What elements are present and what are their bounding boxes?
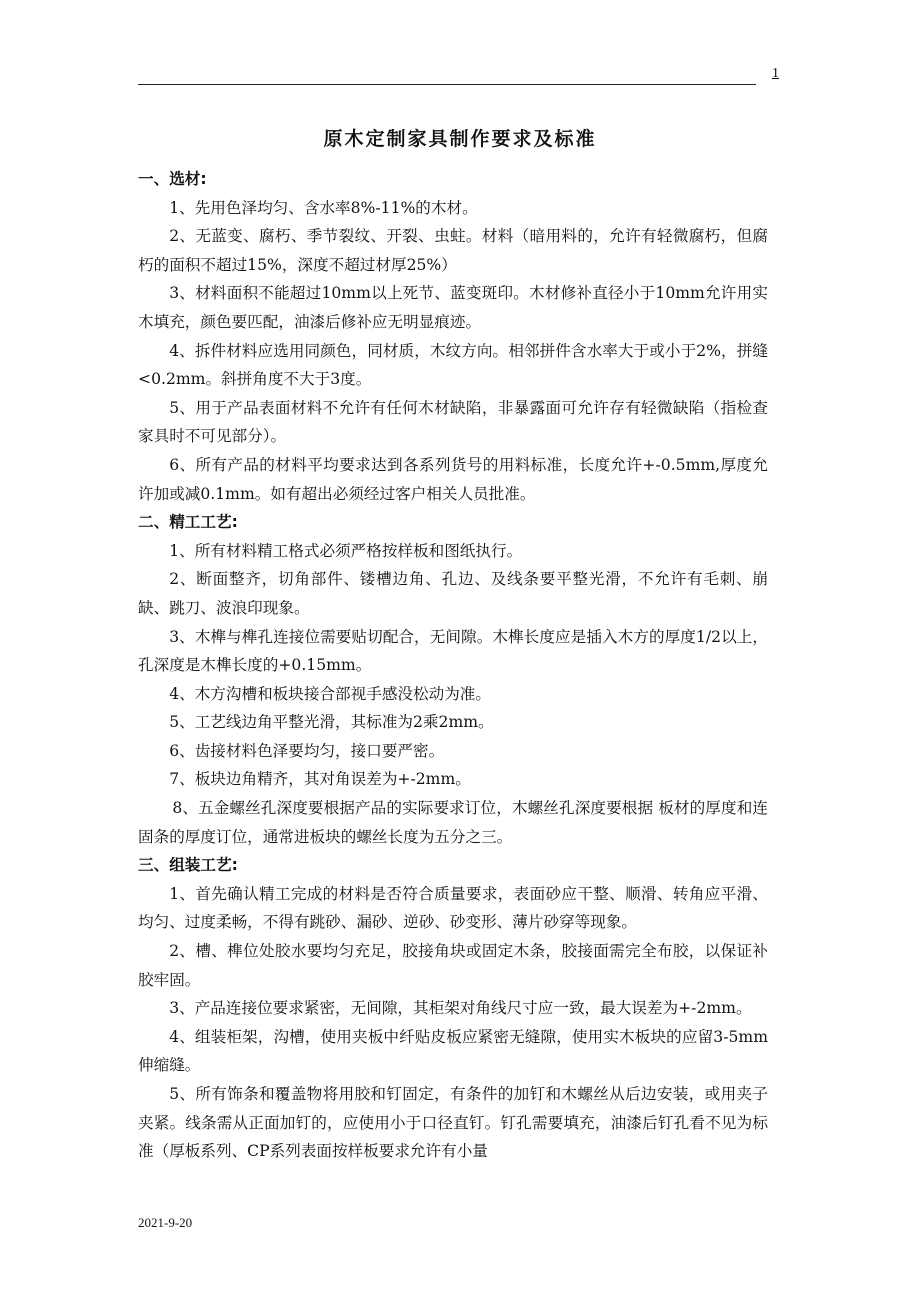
- page-number: 1: [772, 66, 779, 81]
- section-heading: 三、组装工艺:: [138, 856, 238, 875]
- list-item: 5、所有饰条和覆盖物将用胶和钉固定，有条件的加钉和木螺丝从后边安装，或用夹子夹紧。线条需从正面加钉的，应使用小于口径直钉。钉孔需要填充，油漆后钉孔看不见为标准（厚板系列、CP系列表面按样板要求允许有小量: [138, 1085, 768, 1161]
- list-item: 7、板块边角精齐，其对角误差为+-2mm。: [169, 770, 471, 789]
- list-item: 2、断面整齐，切角部件、镂槽边角、孔边、及线条要平整光滑，不允许有毛刺、崩缺、跳刀、波浪印现象。: [138, 570, 768, 617]
- footer-date: 2021-9-20: [138, 1215, 193, 1230]
- list-item: 6、所有产品的材料平均要求达到各系列货号的用料标准，长度允许+-0.5mm,厚度允许加或减0.1mm。如有超出必须经过客户相关人员批准。: [138, 455, 768, 503]
- list-item: 5、用于产品表面材料不允许有任何木材缺陷，非暴露面可允许存有轻微缺陷（指检查家具时不可见部分）。: [138, 398, 768, 446]
- header-rule: [138, 84, 756, 85]
- list-item: 2、槽、榫位处胶水要均匀充足，胶接角块或固定木条，胶接面需完全布胶，以保证补胶牢固。: [138, 942, 768, 989]
- section-heading: 一、选材:: [138, 170, 207, 188]
- list-item: 3、产品连接位要求紧密，无间隙，其柜架对角线尺寸应一致，最大误差为+-2mm。: [169, 999, 752, 1018]
- section-assembly: [138, 851, 768, 1166]
- section-finishing: [138, 508, 768, 851]
- list-item: 5、工艺线边角平整光滑，其标准为2乘2mm。: [169, 713, 494, 732]
- list-item: 4、组装柜架，沟槽，使用夹板中纤贴皮板应紧密无缝隙，使用实木板块的应留3-5mm伸缩缝。: [138, 1027, 768, 1075]
- list-item: 4、拆件材料应选用同颜色，同材质，木纹方向。相邻拼件含水率大于或小于2%，拼缝<0.2mm。斜拼角度不大于3度。: [138, 341, 768, 389]
- list-item: 8、五金螺丝孔深度要根据产品的实际要求订位，木螺丝孔深度要根据 板材的厚度和连固条的厚度订位，通常进板块的螺丝长度为五分之三。: [138, 799, 768, 846]
- section-selection: [138, 165, 768, 508]
- list-item: 3、材料面积不能超过10mm以上死节、蓝变斑印。木材修补直径小于10mm允许用实木填充，颜色要匹配，油漆后修补应无明显痕迹。: [138, 284, 768, 331]
- document-title: 原木定制家具制作要求及标准: [323, 128, 597, 150]
- list-item: 6、齿接材料色泽要均匀，接口要严密。: [169, 741, 445, 760]
- list-item: 2、无蓝变、腐朽、季节裂纹、开裂、虫蛀。材料（暗用料的，允许有轻微腐朽，但腐朽的面积不超过15%，深度不超过材厚25%）: [138, 227, 768, 274]
- list-item: 3、木榫与榫孔连接位需要贴切配合，无间隙。木榫长度应是插入木方的厚度1/2以上，孔深度是木榫长度的+0.15mm。: [138, 627, 768, 675]
- section-heading: 二、精工工艺:: [138, 513, 238, 532]
- list-item: 1、先用色泽均匀、含水率8%-11%的木材。: [169, 198, 478, 217]
- document-body: [138, 165, 768, 1166]
- list-item: 1、所有材料精工格式必须严格按样板和图纸执行。: [169, 541, 523, 560]
- list-item: 4、木方沟槽和板块接合部视手感没松动为准。: [169, 684, 491, 703]
- list-item: 1、首先确认精工完成的材料是否符合质量要求，表面砂应干整、顺滑、转角应平滑、均匀、过度柔畅，不得有跳砂、漏砂、逆砂、砂变形、薄片砂穿等现象。: [138, 884, 768, 932]
